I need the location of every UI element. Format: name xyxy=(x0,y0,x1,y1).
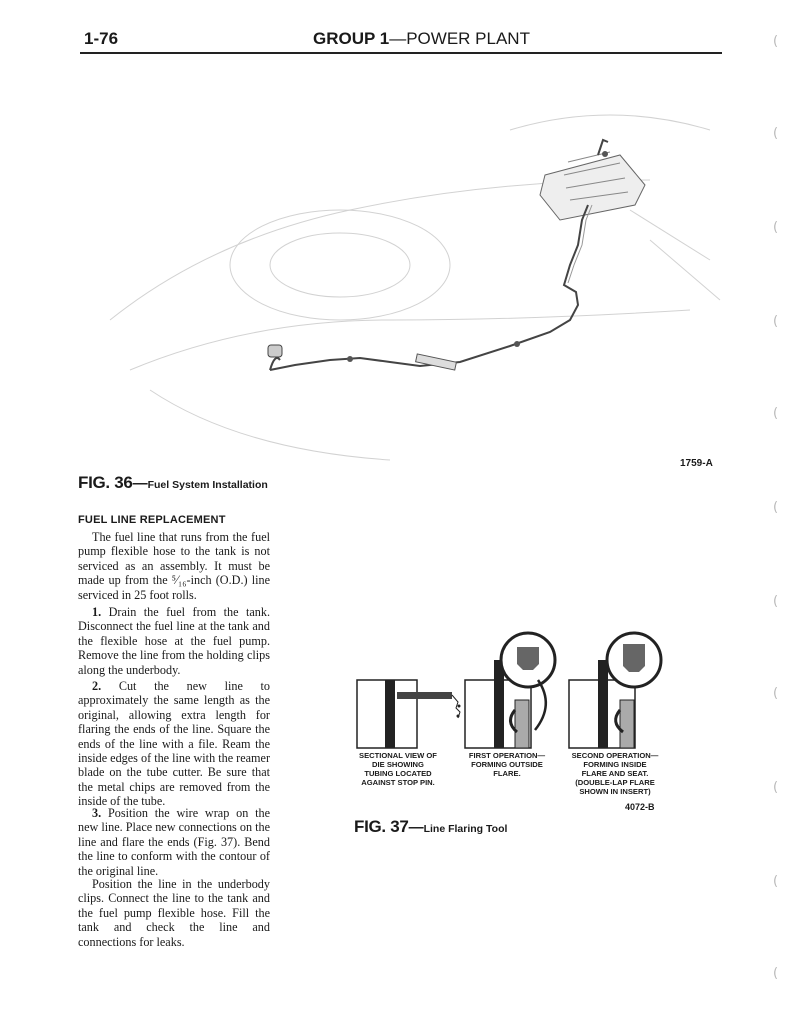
step-1-text: Drain the fuel from the tank. Disconnect the fuel line at the tank and the flexible hose at the fuel pump. Remove the line from the holding clips along the underbody. xyxy=(78,605,271,677)
figure-37-label-line: SHOWN IN INSERT) xyxy=(579,787,651,796)
figure-36-number: FIG. 36 xyxy=(78,473,133,492)
figure-37-label-first-operation xyxy=(456,751,558,778)
paragraph-step-2 xyxy=(78,679,270,809)
fuel-system-illustration-icon xyxy=(90,70,730,480)
line-flaring-tool-illustration-icon xyxy=(355,630,685,750)
step-3-number: 3. xyxy=(92,806,102,820)
page-number: 1-76 xyxy=(84,29,119,48)
figure-37-label-sectional-view xyxy=(348,751,448,787)
figure-37-label-second-operation xyxy=(557,751,673,796)
binder-mark-icon: ( xyxy=(773,34,779,49)
figure-37-code: 4072-B xyxy=(625,802,655,812)
binder-mark-icon: ( xyxy=(773,966,779,981)
step-1-number: 1. xyxy=(92,605,102,619)
paragraph-intro xyxy=(78,530,270,602)
header-title: —POWER PLANT xyxy=(389,29,530,48)
header-group-label: GROUP 1 xyxy=(313,29,390,48)
paragraph-step-1 xyxy=(78,605,270,677)
figure-37-label-line: FLARE. xyxy=(493,769,521,778)
step-2-number: 2. xyxy=(92,679,102,693)
paragraph-intro-text: The fuel line that runs from the fuel pump flexible hose to the tank is not serviced as an assembly. It must be made up from the ⁵⁄₁₆-inch (O.D.) line serviced in 25 foot rolls. xyxy=(78,530,270,602)
figure-37-label-line: SECOND OPERATION— xyxy=(571,751,659,760)
binder-mark-icon: ( xyxy=(773,126,779,141)
figure-37-caption xyxy=(354,817,507,837)
figure-36-caption xyxy=(78,473,268,493)
figure-37-label-line: SECTIONAL VIEW OF xyxy=(359,751,437,760)
figure-36-title: Fuel System Installation xyxy=(147,479,268,491)
figure-37-label-line: TUBING LOCATED xyxy=(364,769,432,778)
paragraph-closing xyxy=(78,877,270,949)
paragraph-closing-text: Position the line in the underbody clips. Connect the line to the tank and the fuel pump flexible hose. Fill the tank and check the line and connections for leaks. xyxy=(78,877,270,949)
binder-mark-icon: ( xyxy=(773,220,779,235)
figure-37-label-line: FIRST OPERATION— xyxy=(468,751,546,760)
binder-mark-icon: ( xyxy=(773,500,779,515)
figure-37-dash: — xyxy=(408,819,424,836)
header-rule xyxy=(80,52,722,54)
step-2-text: Cut the new line to approximately the same length as the original, allowing extra length for flaring the ends of the line. Square the ends of the line with a file. Ream the inside edges of the line with the reamer blade on the tube cutter. Be sure that the metal chips are removed from the inside of the tube. xyxy=(78,679,271,809)
binder-mark-icon: ( xyxy=(773,314,779,329)
figure-37-label-line: FORMING OUTSIDE xyxy=(471,760,543,769)
binder-mark-icon: ( xyxy=(773,686,779,701)
figure-36-dash: — xyxy=(132,475,148,492)
binder-mark-icon: ( xyxy=(773,406,779,421)
binder-mark-icon: ( xyxy=(773,874,779,889)
binder-mark-icon: ( xyxy=(773,780,779,795)
figure-36-code: 1759-A xyxy=(680,458,713,469)
binder-mark-icon: ( xyxy=(773,594,779,609)
figure-37-label-line: DIE SHOWING xyxy=(372,760,424,769)
figure-37-number: FIG. 37 xyxy=(354,817,409,836)
figure-37-label-line: (DOUBLE-LAP FLARE xyxy=(575,778,655,787)
paragraph-step-3 xyxy=(78,806,270,878)
running-header xyxy=(313,29,530,49)
figure-37-title: Line Flaring Tool xyxy=(423,823,508,835)
step-3-text: Position the wire wrap on the new line. Place new connections on the line and flare the ends (Fig. 37). Bend the line to conform with the contour of the original line. xyxy=(78,806,271,878)
figure-37-label-line: AGAINST STOP PIN. xyxy=(361,778,435,787)
figure-37-label-line: FORMING INSIDE xyxy=(583,760,647,769)
section-heading: FUEL LINE REPLACEMENT xyxy=(78,514,226,526)
figure-37-label-line: FLARE AND SEAT. xyxy=(581,769,649,778)
